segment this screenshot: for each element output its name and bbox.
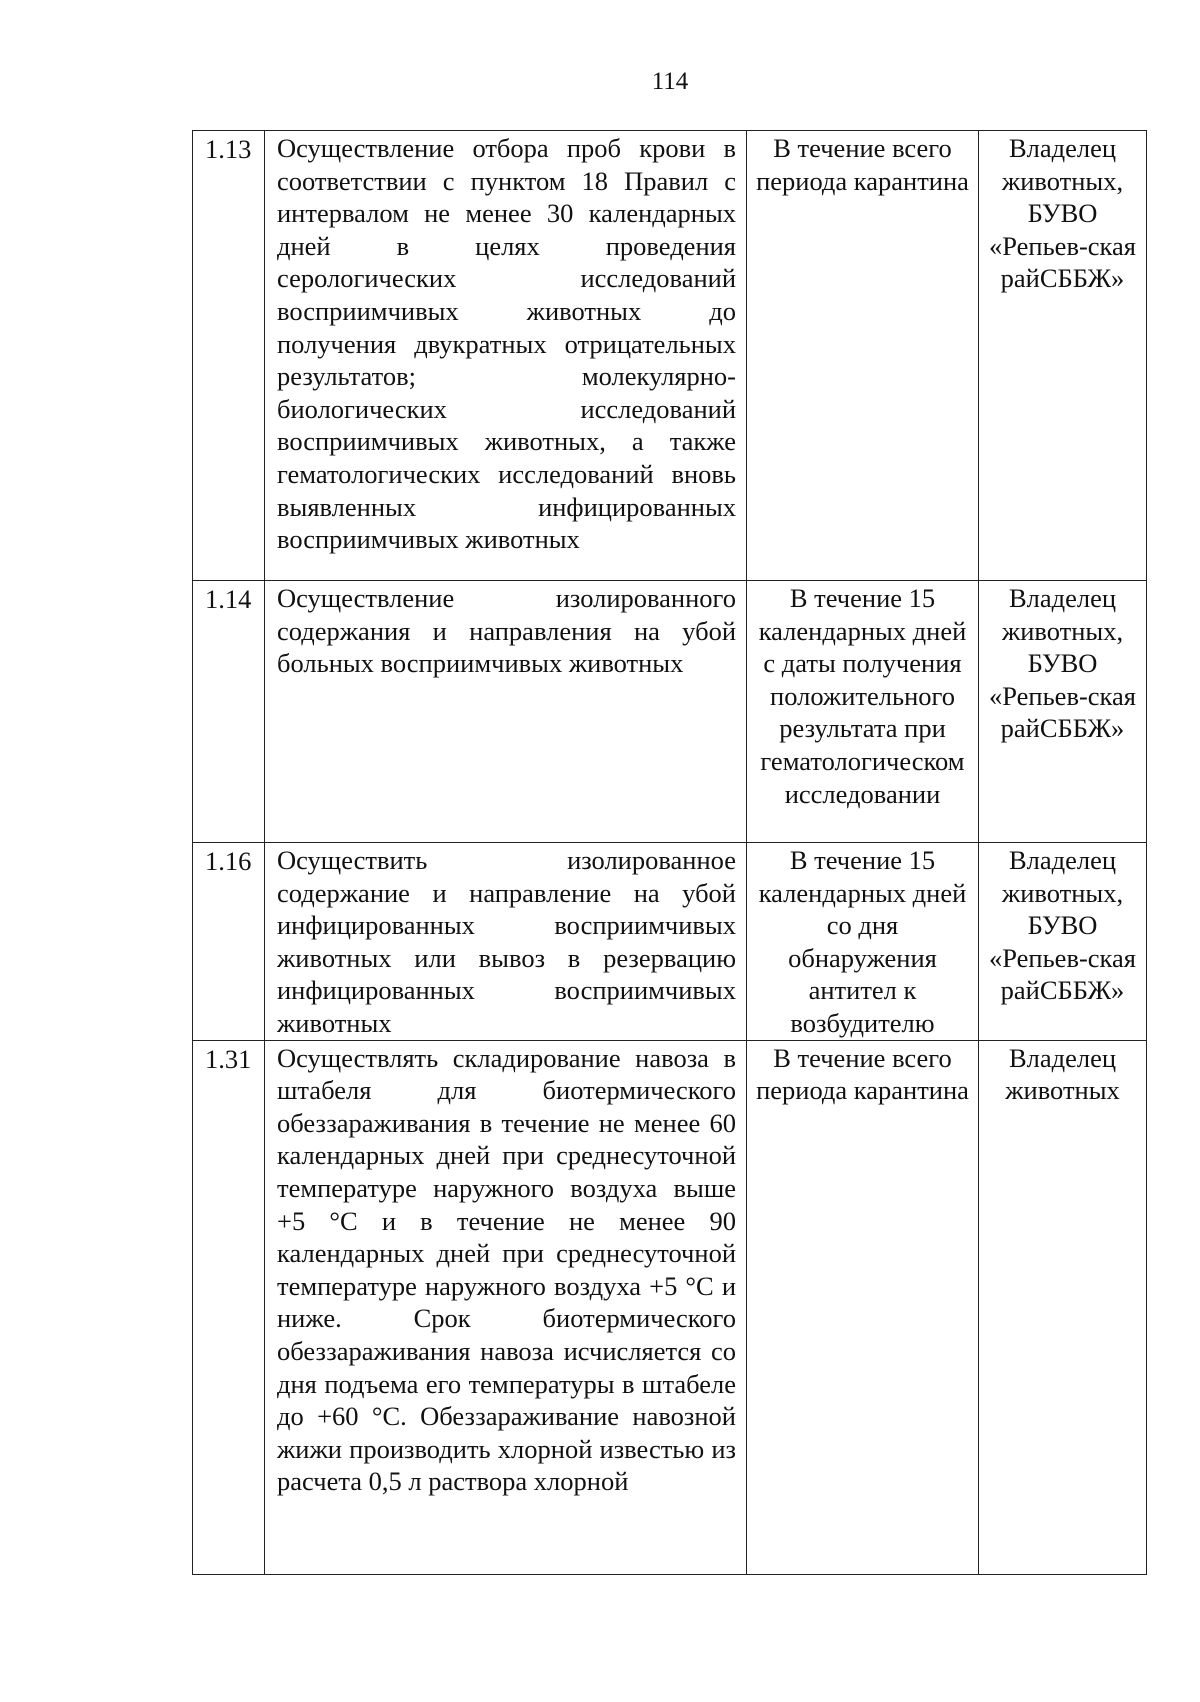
row-number: 1.16 [193, 843, 265, 1041]
measure-description: Осуществление изолированного содержания и направления на убой больных восприимчивых животных [265, 581, 747, 843]
measure-deadline: В течение 15 календарных дней с даты получения положительного результата при гематологическом исследовании [747, 581, 979, 843]
row-number: 1.13 [193, 131, 265, 581]
measure-description: Осуществление отбора проб крови в соответствии с пунктом 18 Правил с интервалом не менее 30 календарных дней в целях проведения серологических исследований восприимчивых животных до получения двукратных отрицательных результатов; молекулярно-биологических исследований восприимчивых животных, а также гематологических исследований вновь выявленных инфицированных восприимчивых животных [265, 131, 747, 581]
table-row [193, 581, 1147, 843]
table-row [193, 843, 1147, 1041]
measures-table [192, 130, 1147, 1575]
row-number: 1.31 [193, 1040, 265, 1574]
measure-responsible: Владелец животных [979, 1040, 1147, 1574]
measure-description: Осуществить изолированное содержание и направление на убой инфицированных восприимчивых животных или вывоз в резервацию инфицированных восприимчивых животных [265, 843, 747, 1041]
table-row [193, 131, 1147, 581]
measure-description: Осуществлять складирование навоза в штабеля для биотермического обеззараживания в течение не менее 60 календарных дней при среднесуточной температуре наружного воздуха выше +5 °С и в течение не менее 90 календарных дней при среднесуточной температуре наружного воздуха +5 °С и ниже. Срок биотермического обеззараживания навоза исчисляется со дня подъема его температуры в штабеле до +60 °С. Обеззараживание навозной жижи производить хлорной известью из расчета 0,5 л раствора хлорной [265, 1040, 747, 1574]
page-number: 114 [651, 68, 689, 95]
measure-deadline: В течение всего периода карантина [747, 131, 979, 581]
measure-responsible: Владелец животных, БУВО «Репьев-ская райСББЖ» [979, 581, 1147, 843]
measure-responsible: Владелец животных, БУВО «Репьев-ская райСББЖ» [979, 131, 1147, 581]
measure-responsible: Владелец животных, БУВО «Репьев-ская райСББЖ» [979, 843, 1147, 1041]
table-row [193, 1040, 1147, 1574]
row-number: 1.14 [193, 581, 265, 843]
measure-deadline: В течение 15 календарных дней со дня обнаружения антител к возбудителю [747, 843, 979, 1041]
measure-deadline: В течение всего периода карантина [747, 1040, 979, 1574]
